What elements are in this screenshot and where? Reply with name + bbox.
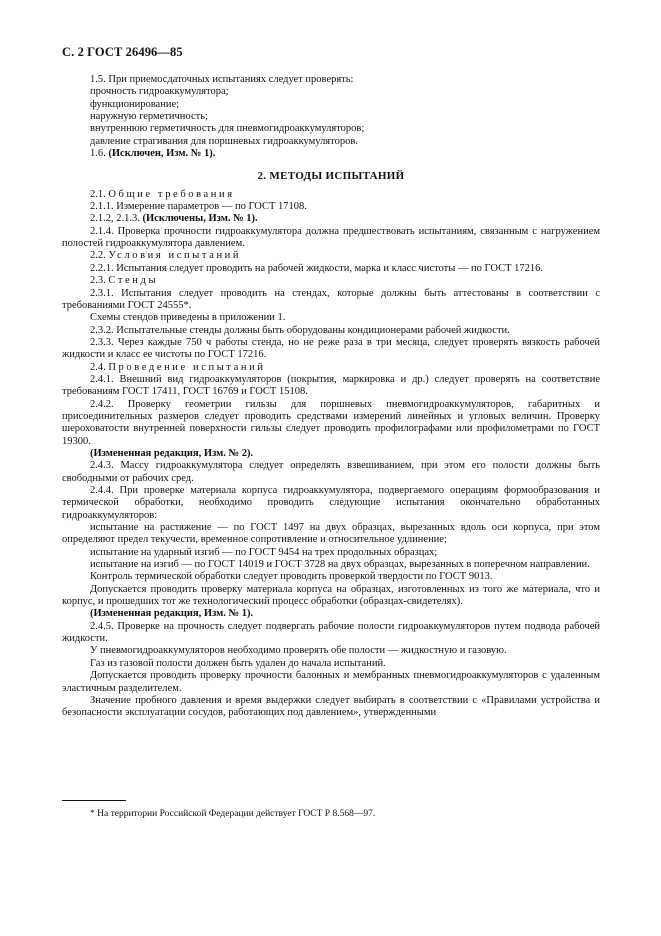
subsection-title: Условия испытаний xyxy=(108,250,242,262)
paragraph-2-4-5-c: Допускается проводить проверку прочности балонных и мембранных пневмогидроаккумуляторов с удаленным эластичным разделителем. xyxy=(62,670,600,694)
paragraph-2-1-4: 2.1.4. Проверка прочности гидроаккумулятора должна предшествовать испытаниям, связанным с нагружением полостей гидроаккумулятора давлением. xyxy=(62,225,600,250)
paragraph-2-4-4-c: испытание на изгиб — по ГОСТ 14019 и ГОСТ 3728 на двух образцах, вырезанных в поперечном направлении. xyxy=(90,559,590,571)
list-item: наружную герметичность; xyxy=(90,111,208,123)
section-title: 2. МЕТОДЫ ИСПЫТАНИЙ xyxy=(257,170,405,183)
paragraph-2-1-1: 2.1.1. Измерение параметров — по ГОСТ 17108. xyxy=(90,201,307,213)
clause-number: 2.3. xyxy=(90,275,106,287)
paragraph-2-4-4-e: Допускается проводить проверку материала корпуса на образцах, изготовленных из того же материала, что и корпус, и прошедших тот же технологический процесс обработки (образцах-свидетелях). xyxy=(62,583,600,608)
paragraph-1-6 xyxy=(62,148,600,160)
edit-note: (Измененная редакция, Изм. № 1). xyxy=(90,608,254,620)
clause-number: 2.4. xyxy=(90,361,106,373)
paragraph-2-4-4-a: испытание на растяжение — по ГОСТ 1497 на двух образцах, вырезанных вдоль оси корпуса, при этом определяют предел текучести, временное сопротивление и относительное удлинение; xyxy=(62,522,600,546)
list-item: прочность гидроаккумулятора; xyxy=(90,86,229,98)
list-item: давление страгивания для поршневых гидроаккумуляторов. xyxy=(90,135,358,147)
page-header: С. 2 ГОСТ 26496—85 xyxy=(62,45,183,59)
edit-note: (Измененная редакция, Изм. № 2). xyxy=(90,447,254,459)
footnote-divider xyxy=(62,800,126,801)
paragraph-2-4-1: 2.4.1. Внешний вид гидроаккумуляторов (покрытия, маркировка и др.) следует проверять на соответствие требованиям ГОСТ 17411, ГОСТ 16769 и ГОСТ 15108. xyxy=(62,373,600,398)
paragraph-2-4-4-b: испытание на ударный изгиб — по ГОСТ 9454 на трех продольных образцах; xyxy=(90,546,438,558)
clause-number: 2.1. xyxy=(90,188,106,200)
paragraph-2-3-1-b: Схемы стендов приведены в приложении 1. xyxy=(90,312,286,324)
paragraph-2-4-5-d: Значение пробного давления и время выдержки следует выбирать в соответствии с «Правилами устройства и безопасности эксплуатации сосудов, работающих под давлением», утвержденными xyxy=(62,694,600,719)
subsection-title: Проведение испытаний xyxy=(108,361,266,373)
paragraph-1-5: 1.5. При приемосдаточных испытаниях следует проверять: xyxy=(90,74,354,85)
paragraph-2-4-5-a: У пневмогидроаккумуляторов необходимо проверять обе полости — жидкостную и газовую. xyxy=(90,645,507,657)
subsection-heading-2-4 xyxy=(62,362,600,374)
paragraph-2-4-4: 2.4.4. При проверке материала корпуса гидроаккумулятора, подвергаемого операциям формообразования и термической обработки, необходимо проводить следующие испытания окончательно обработанных гидроаккумуляторов: xyxy=(62,485,600,521)
footnote: * На территории Российской Федерации действует ГОСТ Р 8.568—97. xyxy=(90,809,376,819)
paragraph-2-3-3: 2.3.3. Через каждые 750 ч работы стенда, но не реже раза в три месяца, следует проверять вязкость рабочей жидкости и класс ее чистоты по ГОСТ 17216. xyxy=(62,336,600,361)
paragraph-2-4-5: 2.4.5. Проверке на прочность следует подвергать рабочие полости гидроаккумуляторов путем подвода рабочей жидкости. xyxy=(62,620,600,645)
excluded-note: (Исключены, Изм. № 1). xyxy=(142,213,258,225)
clause-number: 2.1.2, 2.1.3. xyxy=(90,213,140,225)
subsection-heading-2-1 xyxy=(62,189,600,201)
document-body xyxy=(62,74,600,720)
subsection-heading-2-2 xyxy=(62,250,600,262)
paragraph-2-4-4-d: Контроль термической обработки следует проводить проверкой твердости по ГОСТ 9013. xyxy=(90,571,493,583)
clause-number: 2.2. xyxy=(90,250,106,262)
list-item: внутреннюю герметичность для пневмогидроаккумуляторов; xyxy=(90,123,365,135)
paragraph-2-3-2: 2.3.2. Испытательные стенды должны быть оборудованы кондиционерами рабочей жидкости. xyxy=(90,324,510,336)
paragraph-2-4-2: 2.4.2. Проверку геометрии гильзы для поршневых пневмогидроаккумуляторов, габаритных и присоединительных размеров следует проводить средствами измерений линейных и угловых величин. Проверку шероховатости внутренней поверхности гильзы следует проводить профилографами или профилометрами по ГОСТ 19300. xyxy=(62,398,600,447)
paragraph-2-4-5-b: Газ из газовой полости должен быть удален до начала испытаний. xyxy=(90,657,386,669)
excluded-note: (Исключен, Изм. № 1). xyxy=(108,148,216,160)
paragraph-2-2-1: 2.2.1. Испытания следует проводить на рабочей жидкости, марка и класс чистоты — по ГОСТ 17216. xyxy=(90,262,543,274)
subsection-title: Общие требования xyxy=(108,188,235,200)
subsection-title: Стенды xyxy=(108,275,159,287)
paragraph-2-4-3: 2.4.3. Массу гидроаккумулятора следует определять взвешиванием, при этом его полости должны быть свободными от рабочих сред. xyxy=(62,460,600,484)
subsection-heading-2-3 xyxy=(62,275,600,287)
paragraph-2-1-2 xyxy=(62,213,600,225)
list-item: функционирование; xyxy=(90,98,180,110)
paragraph-2-3-1: 2.3.1. Испытания следует проводить на стендах, которые должны быть аттестованы в соответствии с требованиями ГОСТ 24555*. xyxy=(62,287,600,311)
clause-number: 1.6. xyxy=(90,148,106,160)
